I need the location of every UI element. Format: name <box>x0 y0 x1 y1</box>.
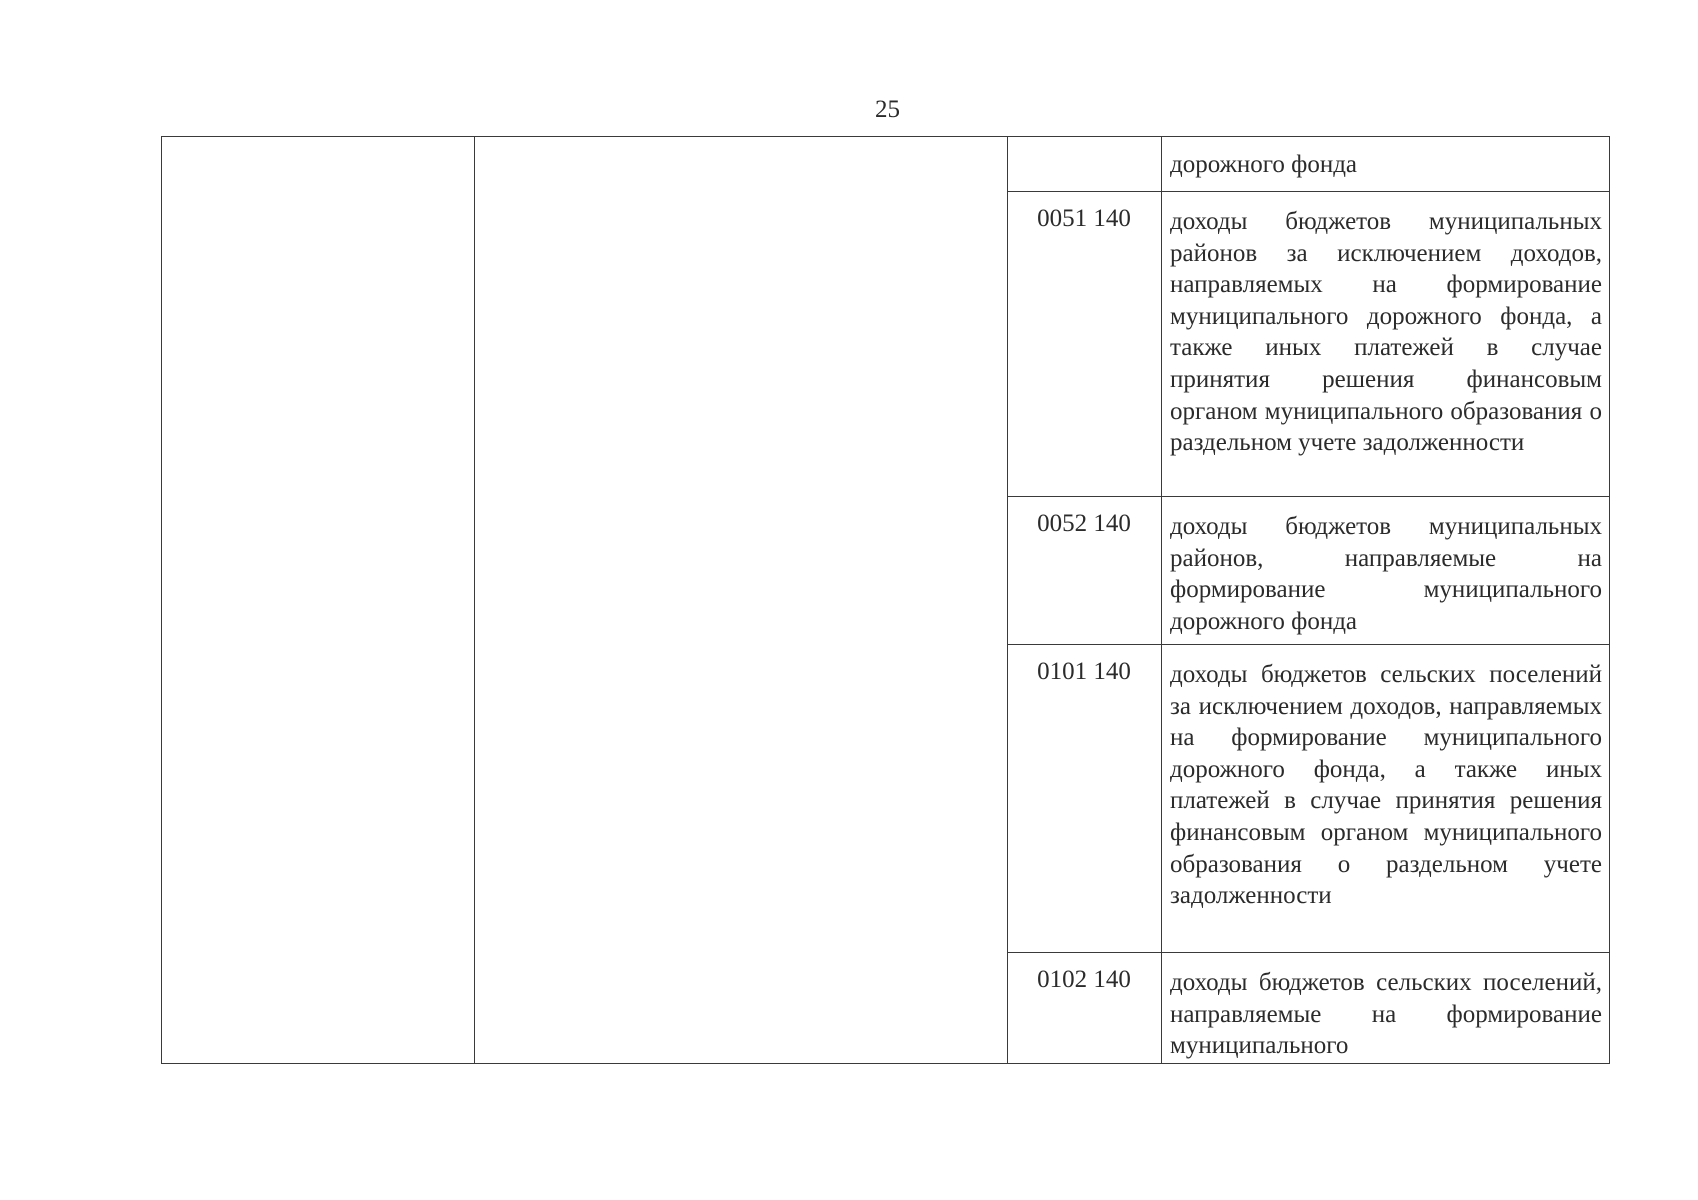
row-description: доходы бюджетов сельских поселений, направляемые на формирование муниципального <box>1170 969 1602 1060</box>
table-rows <box>1007 137 1609 1063</box>
column-divider-1 <box>474 137 475 1063</box>
row-description: доходы бюджетов муниципальных районов за исключением доходов, направляемых на формирование муниципального дорожного фонда, а также иных платежей в случае принятия решения финансовым органом муниципального образования о раздельном учете задолженности <box>1170 208 1602 457</box>
row-description: доходы бюджетов сельских поселений за исключением доходов, направляемых на формирование муниципального дорожного фонда, а также иных платежей в случае принятия решения финансовым органом муниципального образования о раздельном учете задолженности <box>1170 661 1602 910</box>
table-row <box>1007 191 1609 497</box>
row-code: 0052 140 <box>1037 510 1131 537</box>
row-code: 0101 140 <box>1037 658 1131 685</box>
row-description: дорожного фонда <box>1170 151 1358 178</box>
page-number: 25 <box>875 96 900 123</box>
income-codes-table <box>161 136 1610 1064</box>
table-row <box>1007 137 1609 191</box>
table-row <box>1007 496 1609 645</box>
row-description: доходы бюджетов муниципальных районов, направляемые на формирование муниципального дорожного фонда <box>1170 513 1602 635</box>
row-code: 0102 140 <box>1037 966 1131 993</box>
row-code: 0051 140 <box>1037 205 1131 232</box>
table-row <box>1007 644 1609 953</box>
table-row <box>1007 952 1609 1066</box>
